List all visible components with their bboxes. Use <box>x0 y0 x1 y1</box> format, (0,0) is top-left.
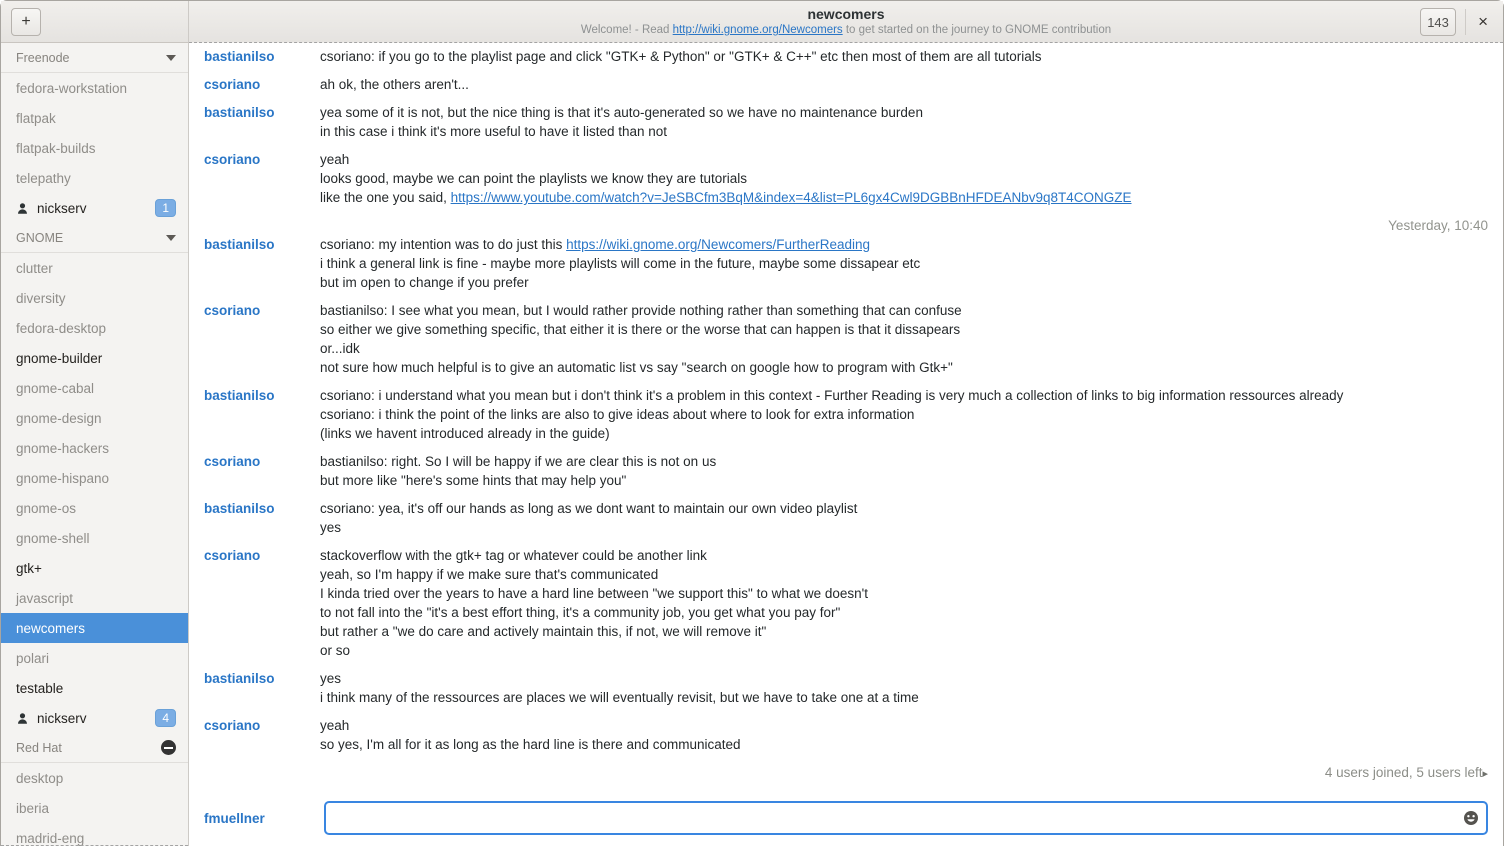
message-text: so either we give something specific, that either it is there or the worse that can happen is that it dissapears <box>320 322 961 337</box>
message-row <box>204 47 1488 66</box>
message-lines <box>320 386 1488 443</box>
sidebar-item-gnome-builder[interactable]: gnome-builder <box>16 350 103 366</box>
composer <box>189 800 1503 846</box>
sidebar-item-nickserv[interactable] <box>1 193 188 223</box>
message-nick[interactable]: csoriano <box>204 454 261 469</box>
message-text: csoriano: i understand what you mean but i don't think it's a problem in this context - Further Reading is very much a collection of links to big information ressources already <box>320 388 1344 403</box>
message-line <box>320 254 1488 273</box>
sidebar-item-flatpak-builds[interactable]: flatpak-builds <box>16 140 96 156</box>
server-label: Red Hat <box>16 740 62 755</box>
message-nick[interactable]: bastianilso <box>204 49 275 64</box>
message-line <box>320 150 1488 169</box>
message-line <box>320 188 1488 207</box>
message-text: yeah, so I'm happy if we make sure that's communicated <box>320 567 659 582</box>
message-line <box>320 641 1488 660</box>
message-nick[interactable]: csoriano <box>204 718 261 733</box>
message-text: ah ok, the others aren't... <box>320 77 469 92</box>
message-text: but rather a "we do care and actively maintain this, if not, we will remove it" <box>320 624 767 639</box>
message-nick[interactable]: csoriano <box>204 303 261 318</box>
timestamp: Yesterday, 10:40 <box>1388 218 1488 233</box>
sidebar-item-nickserv[interactable] <box>1 703 188 733</box>
sidebar-item-clutter[interactable]: clutter <box>16 260 53 276</box>
sidebar-item-gnome-hispano[interactable]: gnome-hispano <box>16 470 110 486</box>
sidebar-item-fedora-workstation[interactable]: fedora-workstation <box>16 80 128 96</box>
room-list <box>1 43 189 846</box>
message-text: i think a general link is fine - maybe more playlists will come in the future, maybe some dissapear etc <box>320 256 921 271</box>
message-nick[interactable]: bastianilso <box>204 501 275 516</box>
message-text: bastianilso: right. So I will be happy if we are clear this is not on us <box>320 454 717 469</box>
message-text: to not fall into the "it's a best effort thing, it's a community job, you get what you pay for" <box>320 605 841 620</box>
unread-badge: 1 <box>155 199 176 217</box>
header-separator <box>1465 9 1466 35</box>
message-lines <box>320 669 1488 707</box>
message-text: csoriano: if you go to the playlist page and click "GTK+ & Python" or "GTK+ & C++" etc then most of them are all tutorials <box>320 49 1042 64</box>
message-text: but more like "here's some hints that may help you" <box>320 473 627 488</box>
sidebar-item-diversity[interactable]: diversity <box>16 290 66 306</box>
window-body <box>1 43 1503 846</box>
message-text: i think many of the ressources are places we will eventually revisit, but we have to take one at a time <box>320 690 919 705</box>
message-text: stackoverflow with the gtk+ tag or whatever could be another link <box>320 548 707 563</box>
message-line <box>320 358 1488 377</box>
sidebar-item-madrid-eng[interactable]: madrid-eng <box>16 830 85 846</box>
sidebar-item-javascript[interactable]: javascript <box>16 590 74 606</box>
sidebar-item-polari[interactable]: polari <box>16 650 50 666</box>
message-lines <box>320 47 1488 66</box>
message-lines <box>320 716 1488 754</box>
message-line <box>320 75 1488 94</box>
person-icon <box>16 712 29 725</box>
expander-icon[interactable]: ▸ <box>1482 768 1488 780</box>
message-text: yes <box>320 671 342 686</box>
message-line <box>320 47 1488 66</box>
headerbar <box>1 1 1503 43</box>
message-text: csoriano: yea, it's off our hands as long as we dont want to maintain our own video playlist <box>320 501 858 516</box>
chat-log <box>189 43 1503 800</box>
message-text: csoriano: i think the point of the links are also to give ideas about where to look for extra information <box>320 407 915 422</box>
chevron-down-icon[interactable] <box>166 235 176 241</box>
message-line <box>320 603 1488 622</box>
message-text: or so <box>320 643 351 658</box>
message-text: yeah <box>320 152 350 167</box>
message-text: or...idk <box>320 341 360 356</box>
message-input-wrap <box>324 801 1488 835</box>
message-line <box>320 424 1488 443</box>
add-connection-button[interactable]: + <box>11 8 41 36</box>
message-lines <box>320 452 1488 490</box>
message-row <box>204 716 1488 754</box>
sidebar-item-desktop[interactable]: desktop <box>16 770 64 786</box>
message-line <box>320 688 1488 707</box>
sidebar-item-gnome-os[interactable]: gnome-os <box>16 500 77 516</box>
user-label: nickserv <box>37 710 87 726</box>
message-text: yes <box>320 520 342 535</box>
join-leave-status <box>204 763 1488 784</box>
channel-topic <box>189 24 1503 36</box>
sidebar-item-newcomers[interactable]: newcomers <box>1 613 188 643</box>
message-line <box>320 235 1488 254</box>
sidebar-item-telepathy[interactable]: telepathy <box>16 170 71 186</box>
message-nick[interactable]: csoriano <box>204 152 261 167</box>
own-nick: fmuellner <box>204 810 265 826</box>
close-button[interactable]: × <box>1475 12 1491 32</box>
header-titles <box>189 6 1503 36</box>
sidebar-item-flatpak[interactable]: flatpak <box>16 110 56 126</box>
smiley-icon[interactable] <box>1463 810 1479 826</box>
message-nick[interactable]: bastianilso <box>204 105 275 120</box>
sidebar-header <box>1 1 189 43</box>
message-line <box>320 452 1488 471</box>
server-header-gnome[interactable] <box>1 223 188 253</box>
message-lines <box>320 546 1488 660</box>
minus-circle-icon[interactable] <box>161 740 176 755</box>
channel-title: newcomers <box>807 6 885 22</box>
sidebar-item-gnome-shell[interactable]: gnome-shell <box>16 530 90 546</box>
message-nick[interactable]: bastianilso <box>204 388 275 403</box>
message-row <box>204 386 1488 443</box>
message-row <box>204 150 1488 207</box>
message-text: yeah <box>320 718 350 733</box>
sidebar-item-fedora-desktop[interactable]: fedora-desktop <box>16 320 107 336</box>
message-line <box>320 103 1488 122</box>
sidebar-item-testable[interactable]: testable <box>16 680 64 696</box>
message-line <box>320 584 1488 603</box>
server-header-red-hat[interactable] <box>1 733 188 763</box>
message-line <box>320 622 1488 641</box>
message-text: in this case i think it's more useful to have it listed than not <box>320 124 668 139</box>
header-controls <box>1420 8 1491 36</box>
message-lines <box>320 103 1488 141</box>
message-line <box>320 301 1488 320</box>
topic-link[interactable]: http://wiki.gnome.org/Newcomers <box>672 24 843 36</box>
message-link[interactable]: https://www.youtube.com/watch?v=JeSBCfm3BqM&index=4&list=PL6gx4Cwl9DGBBnHFDEANbv9q8T4CONGZE <box>450 190 1132 205</box>
server-label: Freenode <box>16 50 70 65</box>
user-count-button[interactable]: 143 <box>1420 8 1456 36</box>
topic-text-suffix: to get started on the journey to GNOME contribution <box>842 24 1112 36</box>
message-line <box>320 471 1488 490</box>
message-line <box>320 405 1488 424</box>
message-nick[interactable]: bastianilso <box>204 237 275 252</box>
server-header-freenode[interactable] <box>1 43 188 73</box>
sidebar-item-gnome-cabal[interactable]: gnome-cabal <box>16 380 95 396</box>
message-nick[interactable]: bastianilso <box>204 671 275 686</box>
message-line <box>320 735 1488 754</box>
message-text: looks good, maybe we can point the playlists we know they are tutorials <box>320 171 747 186</box>
message-lines <box>320 235 1488 292</box>
message-line <box>320 386 1488 405</box>
message-line <box>320 565 1488 584</box>
message-line <box>320 669 1488 688</box>
message-line <box>320 518 1488 537</box>
message-line <box>320 169 1488 188</box>
message-text: so yes, I'm all for it as long as the hard line is there and communicated <box>320 737 741 752</box>
message-input[interactable] <box>324 801 1488 835</box>
server-label: GNOME <box>16 230 64 245</box>
message-line <box>320 320 1488 339</box>
message-row <box>204 235 1488 292</box>
message-line <box>320 716 1488 735</box>
topic-text-prefix: Welcome! - Read <box>580 24 673 36</box>
message-lines <box>320 499 1488 537</box>
sidebar-item-gnome-design[interactable]: gnome-design <box>16 410 102 426</box>
headerbar-main <box>189 1 1503 43</box>
message-text: not sure how much helpful is to give an automatic list vs say "search on google how to program with Gtk+" <box>320 360 953 375</box>
message-lines <box>320 301 1488 377</box>
unread-badge: 4 <box>155 709 176 727</box>
chat-area <box>189 43 1503 846</box>
message-row <box>204 301 1488 377</box>
message-text: I kinda tried over the years to have a hard line between "we support this" to what we doesn't <box>320 586 868 601</box>
message-text: yea some of it is not, but the nice thing is that it's auto-generated so we have no maintenance burden <box>320 105 923 120</box>
message-row <box>204 499 1488 537</box>
message-nick[interactable]: csoriano <box>204 77 261 92</box>
status-text: 4 users joined, 5 users left <box>1324 765 1483 780</box>
message-line <box>320 122 1488 141</box>
message-row <box>204 546 1488 660</box>
message-text: (links we havent introduced already in the guide) <box>320 426 610 441</box>
message-row <box>204 452 1488 490</box>
sidebar-item-iberia[interactable]: iberia <box>16 800 50 816</box>
message-text: but im open to change if you prefer <box>320 275 529 290</box>
message-line <box>320 546 1488 565</box>
message-line <box>320 273 1488 292</box>
message-lines <box>320 150 1488 207</box>
message-lines <box>320 75 1488 94</box>
message-row <box>204 75 1488 94</box>
message-row <box>204 669 1488 707</box>
message-line <box>320 339 1488 358</box>
user-label: nickserv <box>37 200 87 216</box>
message-text: like the one you said, <box>320 190 451 205</box>
message-row <box>204 103 1488 141</box>
chevron-down-icon[interactable] <box>166 55 176 61</box>
message-nick[interactable]: csoriano <box>204 548 261 563</box>
sidebar-item-gnome-hackers[interactable]: gnome-hackers <box>16 440 110 456</box>
message-line <box>320 499 1488 518</box>
message-text: csoriano: my intention was to do just this <box>320 237 567 252</box>
message-link[interactable]: https://wiki.gnome.org/Newcomers/FurtherReading <box>566 237 871 252</box>
message-text: bastianilso: I see what you mean, but I would rather provide nothing rather than something that can confuse <box>320 303 962 318</box>
sidebar-item-gtk[interactable]: gtk+ <box>16 560 42 576</box>
person-icon <box>16 202 29 215</box>
